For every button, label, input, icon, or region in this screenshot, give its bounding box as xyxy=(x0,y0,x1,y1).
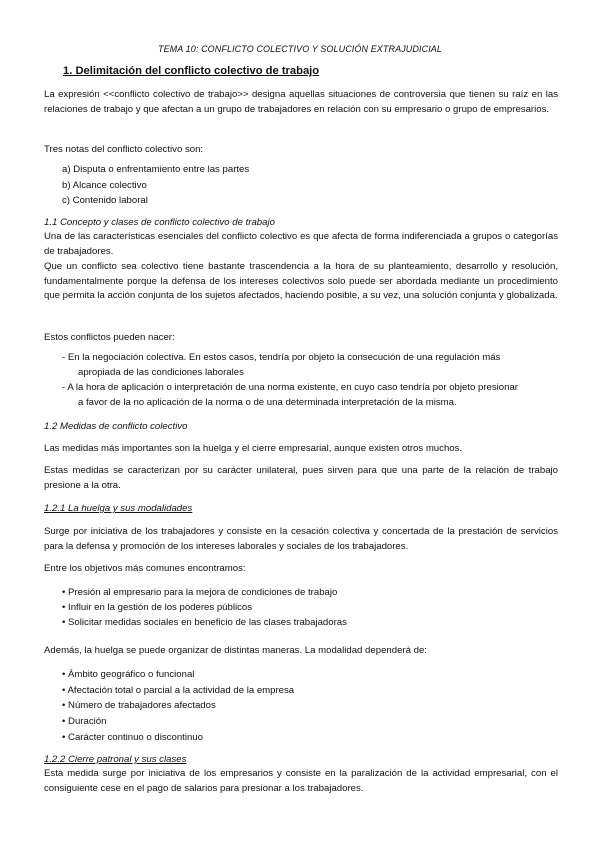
bullet-icon: • xyxy=(62,669,69,680)
section-1-1-title: 1.1 Concepto y clases de conflicto colectivo de trabajo xyxy=(44,217,275,228)
nacer-item-continuation: apropiada de las condiciones laborales xyxy=(78,366,244,378)
section-1-2-1-paragraph: Surge por iniciativa de los trabajadores y consiste en la cesación colectiva y concertada de la prestación de servicios para la defensa y promoción de los intereses laborales y sociales de los trabajadores. xyxy=(44,526,558,552)
section-1-2-paragraph-1: Las medidas más importantes son la huelga y el cierre empresarial, aunque existen otros muchos. xyxy=(44,443,463,454)
section-1-1-paragraph-2: Que un conflicto sea colectivo tiene bastante trascendencia a la hora de su planteamiento, desarrollo y resolución, fundamentalmente porque la defensa de los intereses colectivos solo puede ser abordada mediante un procedimiento que permita la acción conjunta de los sujetos afectados, haciendo posible, a su vez, una solución conjunta y globalizada. xyxy=(44,261,558,302)
nota-item-c: c) Contenido laboral xyxy=(62,195,148,206)
bullet-icon: • xyxy=(62,700,69,711)
nacer-item xyxy=(62,381,558,410)
bullet-icon: • xyxy=(62,716,69,727)
section-1-2-paragraph-2: Estas medidas se caracterizan por su carácter unilateral, pues sirven para que una parte de la relación de trabajo presione a la otra. xyxy=(44,465,558,491)
nacer-item-continuation: a favor de la no aplicación de la norma o de una determinada interpretación de la misma. xyxy=(78,396,457,408)
nota-item-a: a) Disputa o enfrentamiento entre las partes xyxy=(62,164,250,175)
nota-item-b: b) Alcance colectivo xyxy=(62,180,147,191)
page-header: TEMA 10: CONFLICTO COLECTIVO Y SOLUCIÓN EXTRAJUDICIAL xyxy=(157,44,443,54)
bullet-icon: • xyxy=(62,732,69,743)
section-1-1-paragraph-1: Una de las características esenciales del conflicto colectivo es que afecta de forma indiferenciada a grupos o categorías de trabajadores. xyxy=(44,231,558,257)
bullet-icon: • xyxy=(62,685,68,696)
section-1-2-2-paragraph: Esta medida surge por iniciativa de los empresarios y consiste en la paralización de la actividad empresarial, con el consiguiente cese en el pago de salarios para presionar a los trabajadores. xyxy=(44,768,558,794)
bullet-icon: • xyxy=(62,602,69,613)
modalidad-list-item: • Afectación total o parcial a la actividad de la empresa xyxy=(62,685,295,696)
modalidad-text: Además, la huelga se puede organizar de distintas maneras. La modalidad dependerá de: xyxy=(44,645,427,656)
intro-paragraph: La expresión <<conflicto colectivo de trabajo>> designa aquellas situaciones de controversia que tienen su raíz en las relaciones de trabajo y que afectan a un grupo de trabajadores en relación con su empresario o grupo de empresarios. xyxy=(44,89,558,115)
modalidad-list-item: • Carácter continuo o discontinuo xyxy=(62,732,203,743)
nacer-item xyxy=(62,351,558,380)
objetivo-list-item: • Presión al empresario para la mejora de condiciones de trabajo xyxy=(62,587,338,598)
section-1-title: 1. Delimitación del conflicto colectivo de trabajo xyxy=(63,65,320,77)
tres-notas-text: Tres notas del conflicto colectivo son: xyxy=(44,144,204,155)
modalidad-list-item: • Número de trabajadores afectados xyxy=(62,700,216,711)
bullet-icon: • xyxy=(62,587,69,598)
objetivo-list-item: • Influir en la gestión de los poderes públicos xyxy=(62,602,253,613)
bullet-icon: • xyxy=(62,617,69,628)
section-1-2-1-title: 1.2.1 La huelga y sus modalidades xyxy=(44,503,193,514)
section-1-2-title: 1.2 Medidas de conflicto colectivo xyxy=(44,421,188,432)
section-1-2-2-title: 1.2.2 Cierre patronal y sus clases xyxy=(44,754,187,765)
modalidad-list-item: • Duración xyxy=(62,716,107,727)
nacer-item-line: - En la negociación colectiva. En estos casos, tendría por objeto la consecución de una regulación más xyxy=(62,352,501,363)
nacer-text: Estos conflictos pueden nacer: xyxy=(44,332,175,343)
objetivos-text: Entre los objetivos más comunes encontramos: xyxy=(44,563,246,574)
nacer-item-line: - A la hora de aplicación o interpretación de una norma existente, en cuyo caso tendría por objeto presionar xyxy=(62,382,518,393)
objetivo-list-item: • Solicitar medidas sociales en beneficio de las clases trabajadoras xyxy=(62,617,347,628)
modalidad-list-item: • Ámbito geográfico o funcional xyxy=(62,669,195,680)
